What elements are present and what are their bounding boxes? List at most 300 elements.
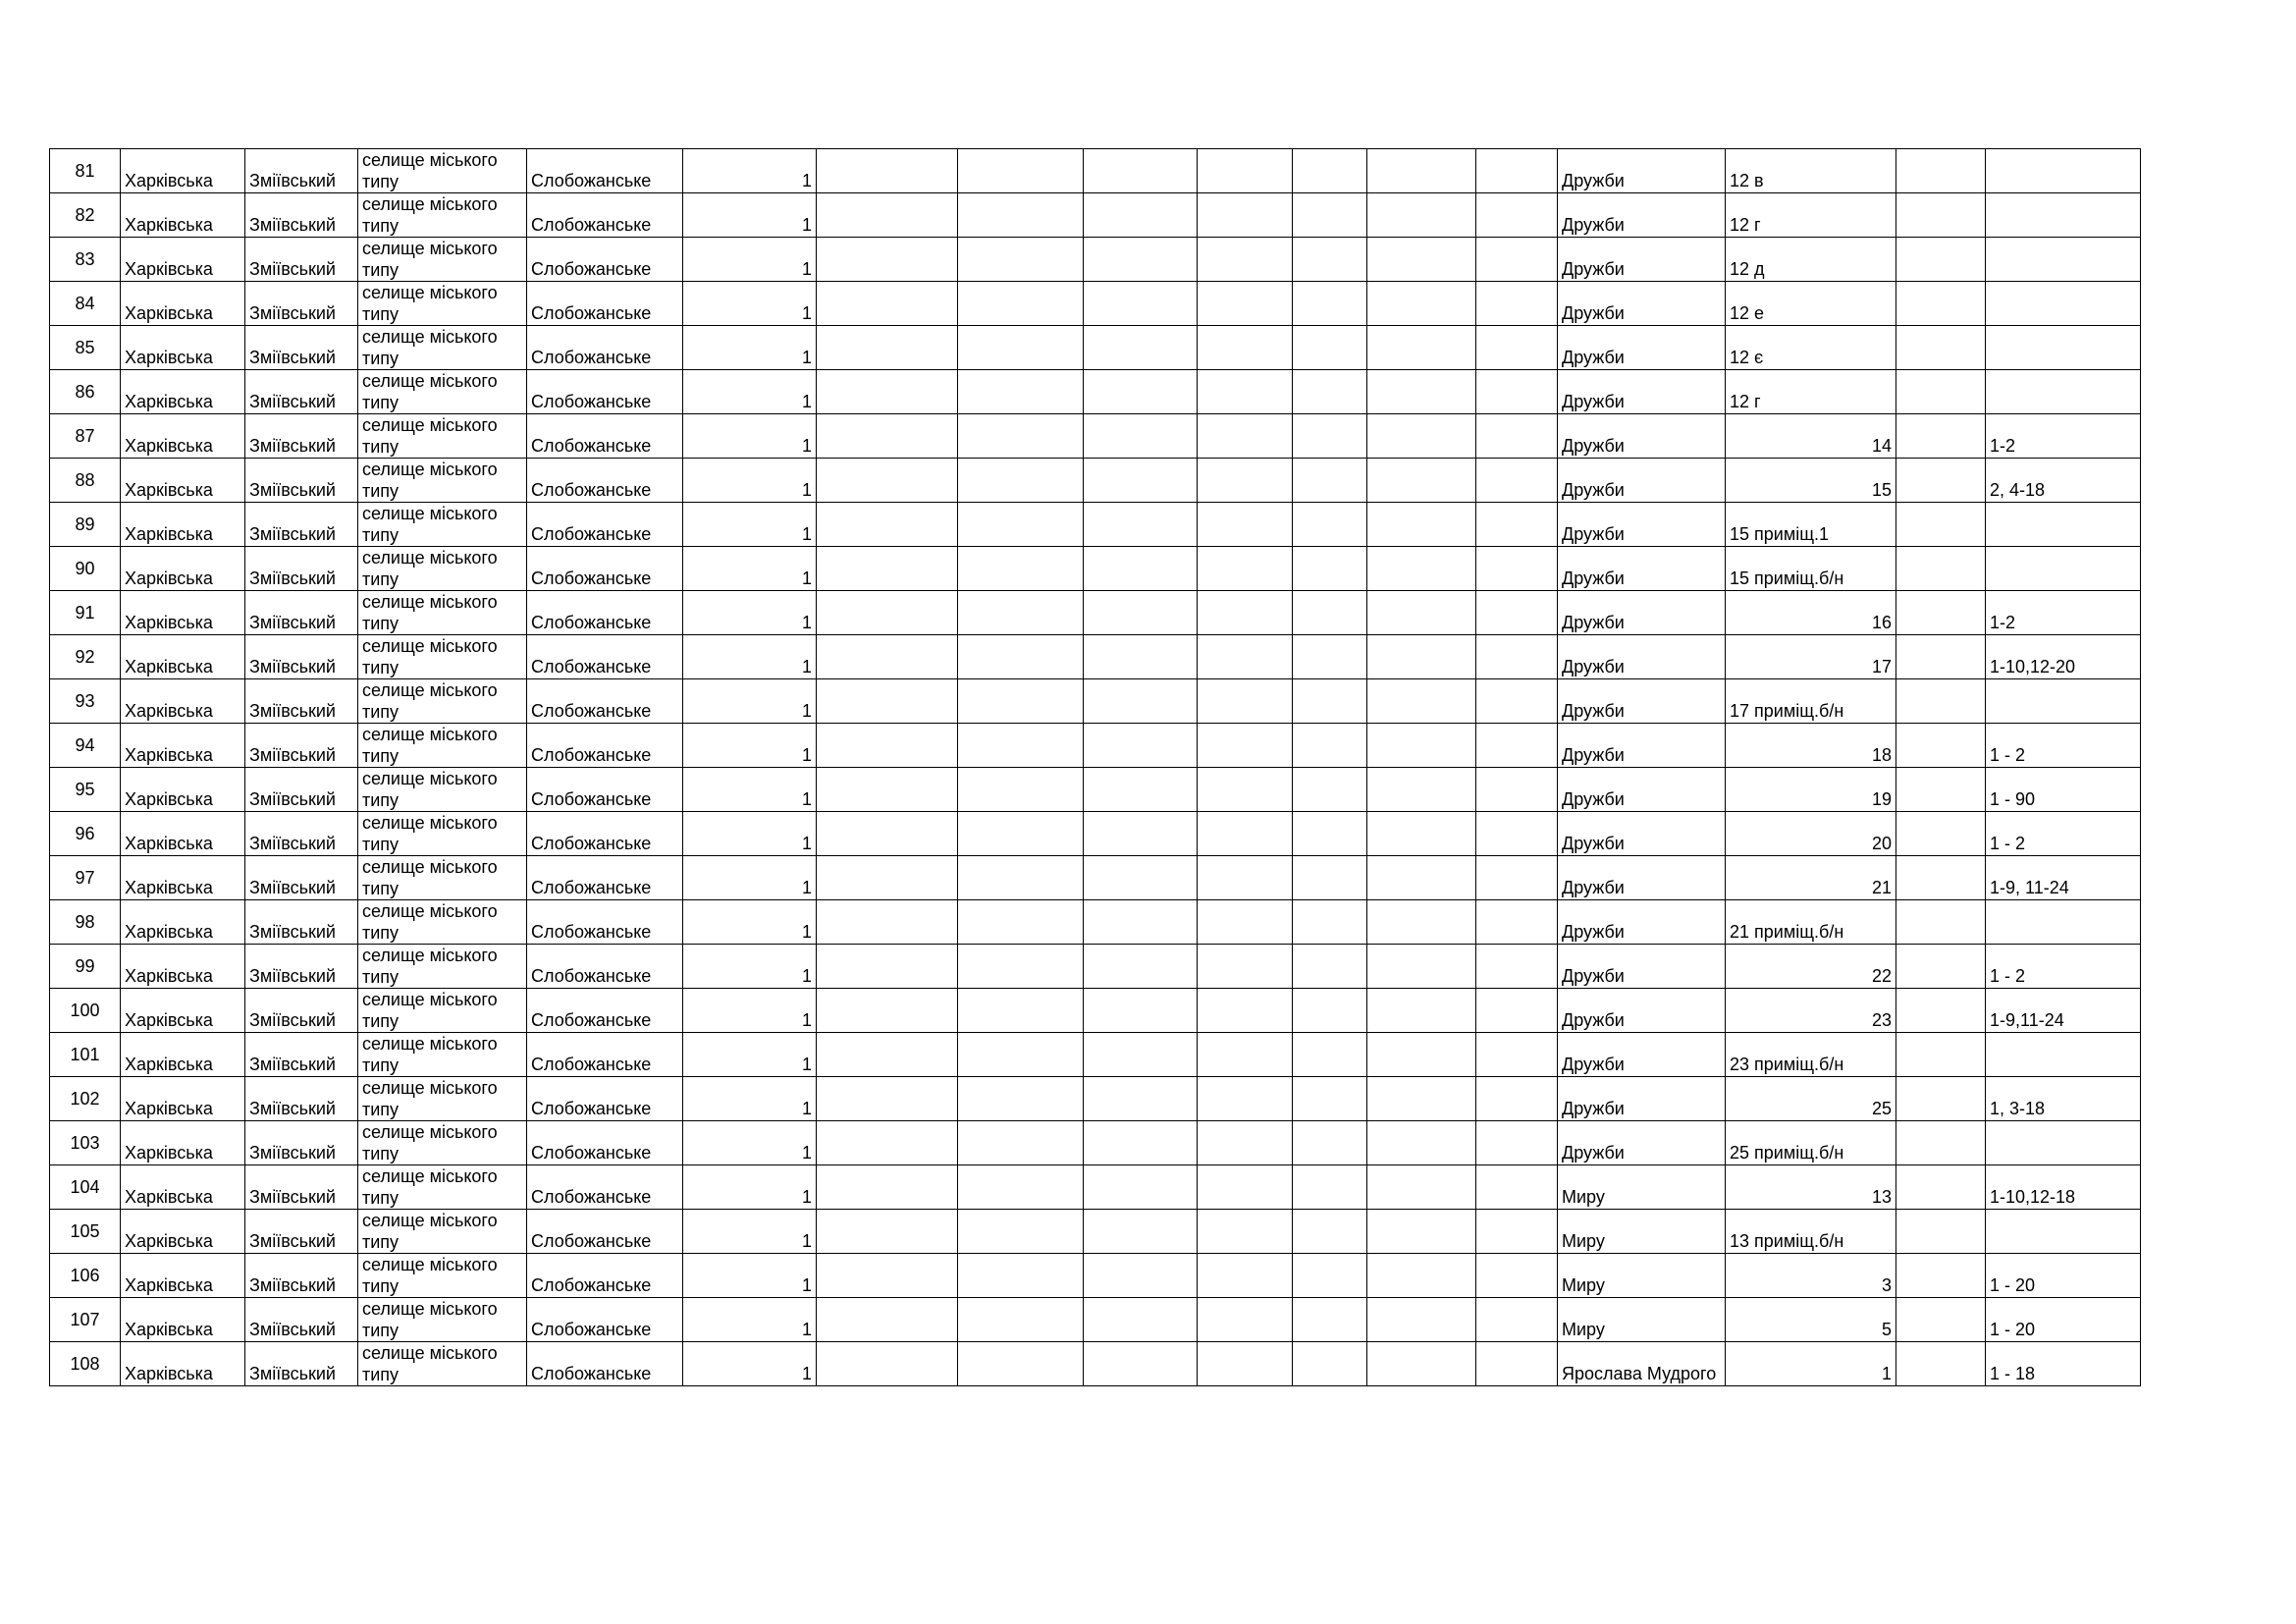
house-cell: 13 приміщ.б/н [1726,1210,1896,1254]
house-cell: 19 [1726,768,1896,812]
empty-cell [1896,679,1986,724]
oblast-cell: Харківська [121,238,245,282]
empty-cell [1198,1298,1293,1342]
settlement-type-cell: селище міського типу [358,503,527,547]
empty-cell [1476,282,1558,326]
raion-cell: Зміївський [245,459,358,503]
empty-cell [1476,149,1558,193]
empty-cell [817,989,958,1033]
settlement-type-cell: селище міського типу [358,812,527,856]
empty-cell [1293,768,1367,812]
empty-cell [1293,238,1367,282]
settlement-type-cell: селище міського типу [358,856,527,900]
empty-cell [1198,1121,1293,1165]
count-cell: 1 [683,989,817,1033]
oblast-cell: Харківська [121,1121,245,1165]
empty-cell [1084,282,1198,326]
empty-cell [958,1033,1084,1077]
empty-cell [1293,149,1367,193]
empty-cell [1896,326,1986,370]
table-row [50,193,2141,238]
empty-cell [1198,812,1293,856]
empty-cell [1367,635,1476,679]
empty-cell [958,459,1084,503]
raion-cell: Зміївський [245,503,358,547]
empty-cell [1198,1165,1293,1210]
street-cell: Ярослава Мудрого [1558,1342,1726,1386]
empty-cell [1084,1210,1198,1254]
settlement-type-cell: селище міського типу [358,1165,527,1210]
empty-cell [817,1210,958,1254]
row-number-cell: 108 [50,1342,121,1386]
oblast-cell: Харківська [121,1298,245,1342]
empty-cell [1476,724,1558,768]
empty-cell [958,414,1084,459]
empty-cell [1084,1033,1198,1077]
empty-cell [817,591,958,635]
oblast-cell: Харківська [121,1165,245,1210]
street-cell: Дружби [1558,193,1726,238]
empty-cell [1293,1210,1367,1254]
street-cell: Дружби [1558,679,1726,724]
empty-cell [1896,989,1986,1033]
oblast-cell: Харківська [121,679,245,724]
settlement-cell: Слобожанське [527,768,683,812]
table-row [50,1165,2141,1210]
raion-cell: Зміївський [245,149,358,193]
settlement-cell: Слобожанське [527,149,683,193]
empty-cell [958,193,1084,238]
row-number-cell: 101 [50,1033,121,1077]
house-cell: 15 приміщ.1 [1726,503,1896,547]
empty-cell [1084,1077,1198,1121]
empty-cell [958,1342,1084,1386]
street-cell: Дружби [1558,1033,1726,1077]
row-number-cell: 86 [50,370,121,414]
empty-cell [1476,679,1558,724]
count-cell: 1 [683,1298,817,1342]
settlement-cell: Слобожанське [527,193,683,238]
settlement-cell: Слобожанське [527,1033,683,1077]
raion-cell: Зміївський [245,945,358,989]
empty-cell [1084,1342,1198,1386]
empty-cell [1293,326,1367,370]
row-number-cell: 90 [50,547,121,591]
empty-cell [817,1298,958,1342]
settlement-type-cell: селище міського типу [358,1210,527,1254]
settlement-cell: Слобожанське [527,679,683,724]
empty-cell [958,900,1084,945]
empty-cell [1198,635,1293,679]
apartments-cell: 1 - 2 [1986,945,2141,989]
raion-cell: Зміївський [245,635,358,679]
empty-cell [1293,724,1367,768]
settlement-cell: Слобожанське [527,326,683,370]
empty-cell [817,1254,958,1298]
count-cell: 1 [683,282,817,326]
empty-cell [1084,989,1198,1033]
street-cell: Дружби [1558,149,1726,193]
settlement-type-cell: селище міського типу [358,635,527,679]
raion-cell: Зміївський [245,591,358,635]
empty-cell [1896,414,1986,459]
settlement-type-cell: селище міського типу [358,282,527,326]
empty-cell [1084,414,1198,459]
empty-cell [1198,945,1293,989]
settlement-type-cell: селище міського типу [358,989,527,1033]
table-row [50,326,2141,370]
empty-cell [1293,1077,1367,1121]
settlement-type-cell: селище міського типу [358,1121,527,1165]
empty-cell [1198,149,1293,193]
raion-cell: Зміївський [245,414,358,459]
apartments-cell: 1 - 20 [1986,1298,2141,1342]
table-row [50,547,2141,591]
empty-cell [817,503,958,547]
settlement-type-cell: селище міського типу [358,1254,527,1298]
house-cell: 20 [1726,812,1896,856]
row-number-cell: 106 [50,1254,121,1298]
count-cell: 1 [683,238,817,282]
empty-cell [1293,989,1367,1033]
house-cell: 12 г [1726,193,1896,238]
count-cell: 1 [683,591,817,635]
apartments-cell: 1-2 [1986,414,2141,459]
raion-cell: Зміївський [245,1033,358,1077]
table-row [50,1342,2141,1386]
empty-cell [958,547,1084,591]
empty-cell [1896,768,1986,812]
empty-cell [1896,149,1986,193]
empty-cell [1293,856,1367,900]
empty-cell [1476,945,1558,989]
house-cell: 13 [1726,1165,1896,1210]
empty-cell [1084,149,1198,193]
count-cell: 1 [683,900,817,945]
settlement-type-cell: селище міського типу [358,1342,527,1386]
apartments-cell [1986,900,2141,945]
empty-cell [817,238,958,282]
empty-cell [1476,238,1558,282]
house-cell: 25 приміщ.б/н [1726,1121,1896,1165]
apartments-cell: 1-10,12-20 [1986,635,2141,679]
settlement-type-cell: селище міського типу [358,414,527,459]
settlement-cell: Слобожанське [527,370,683,414]
street-cell: Дружби [1558,856,1726,900]
oblast-cell: Харківська [121,812,245,856]
house-cell: 16 [1726,591,1896,635]
oblast-cell: Харківська [121,503,245,547]
empty-cell [958,1210,1084,1254]
count-cell: 1 [683,812,817,856]
count-cell: 1 [683,414,817,459]
street-cell: Дружби [1558,591,1726,635]
count-cell: 1 [683,370,817,414]
empty-cell [1198,459,1293,503]
empty-cell [1198,193,1293,238]
empty-cell [1084,238,1198,282]
empty-cell [1896,1121,1986,1165]
count-cell: 1 [683,193,817,238]
empty-cell [1198,679,1293,724]
settlement-type-cell: селище міського типу [358,370,527,414]
empty-cell [1896,724,1986,768]
empty-cell [1476,1121,1558,1165]
empty-cell [1293,193,1367,238]
raion-cell: Зміївський [245,900,358,945]
apartments-cell [1986,149,2141,193]
apartments-cell: 1-9,11-24 [1986,989,2141,1033]
empty-cell [1293,1342,1367,1386]
empty-cell [1293,459,1367,503]
apartments-cell [1986,547,2141,591]
house-cell: 15 [1726,459,1896,503]
settlement-type-cell: селище міського типу [358,679,527,724]
settlement-type-cell: селище міського типу [358,547,527,591]
house-cell: 23 [1726,989,1896,1033]
empty-cell [1367,679,1476,724]
empty-cell [1896,1254,1986,1298]
empty-cell [1198,989,1293,1033]
empty-cell [1476,326,1558,370]
house-cell: 1 [1726,1342,1896,1386]
house-cell: 12 г [1726,370,1896,414]
settlement-type-cell: селище міського типу [358,945,527,989]
settlement-cell: Слобожанське [527,900,683,945]
raion-cell: Зміївський [245,1254,358,1298]
settlement-cell: Слобожанське [527,989,683,1033]
table-row [50,238,2141,282]
house-cell: 17 приміщ.б/н [1726,679,1896,724]
empty-cell [1367,238,1476,282]
empty-cell [1198,414,1293,459]
raion-cell: Зміївський [245,193,358,238]
empty-cell [1367,326,1476,370]
settlement-type-cell: селище міського типу [358,326,527,370]
count-cell: 1 [683,149,817,193]
empty-cell [1896,1342,1986,1386]
apartments-cell [1986,238,2141,282]
apartments-cell [1986,193,2141,238]
row-number-cell: 96 [50,812,121,856]
street-cell: Дружби [1558,635,1726,679]
count-cell: 1 [683,1077,817,1121]
empty-cell [1198,724,1293,768]
apartments-cell [1986,503,2141,547]
empty-cell [1367,1033,1476,1077]
count-cell: 1 [683,945,817,989]
row-number-cell: 81 [50,149,121,193]
empty-cell [1476,503,1558,547]
street-cell: Миру [1558,1254,1726,1298]
settlement-cell: Слобожанське [527,724,683,768]
empty-cell [1367,989,1476,1033]
settlement-cell: Слобожанське [527,459,683,503]
oblast-cell: Харківська [121,414,245,459]
raion-cell: Зміївський [245,856,358,900]
street-cell: Дружби [1558,812,1726,856]
raion-cell: Зміївський [245,1342,358,1386]
empty-cell [1367,1165,1476,1210]
table-row [50,1121,2141,1165]
street-cell: Дружби [1558,282,1726,326]
table-row [50,591,2141,635]
apartments-cell [1986,1121,2141,1165]
oblast-cell: Харківська [121,591,245,635]
house-cell: 15 приміщ.б/н [1726,547,1896,591]
table-row [50,370,2141,414]
empty-cell [958,768,1084,812]
empty-cell [1293,635,1367,679]
settlement-cell: Слобожанське [527,945,683,989]
table-row [50,1210,2141,1254]
settlement-cell: Слобожанське [527,1165,683,1210]
empty-cell [1476,812,1558,856]
count-cell: 1 [683,1254,817,1298]
apartments-cell: 2, 4-18 [1986,459,2141,503]
house-cell: 23 приміщ.б/н [1726,1033,1896,1077]
empty-cell [958,149,1084,193]
empty-cell [1896,945,1986,989]
oblast-cell: Харківська [121,900,245,945]
empty-cell [817,1033,958,1077]
street-cell: Дружби [1558,900,1726,945]
settlement-cell: Слобожанське [527,414,683,459]
row-number-cell: 88 [50,459,121,503]
raion-cell: Зміївський [245,282,358,326]
empty-cell [1476,1033,1558,1077]
empty-cell [958,945,1084,989]
count-cell: 1 [683,547,817,591]
settlement-type-cell: селище міського типу [358,193,527,238]
empty-cell [1367,856,1476,900]
house-cell: 12 в [1726,149,1896,193]
house-cell: 12 д [1726,238,1896,282]
count-cell: 1 [683,724,817,768]
oblast-cell: Харківська [121,1210,245,1254]
row-number-cell: 93 [50,679,121,724]
settlement-cell: Слобожанське [527,1210,683,1254]
oblast-cell: Харківська [121,326,245,370]
raion-cell: Зміївський [245,238,358,282]
empty-cell [817,1077,958,1121]
empty-cell [1476,193,1558,238]
table-row [50,768,2141,812]
empty-cell [1896,547,1986,591]
street-cell: Дружби [1558,238,1726,282]
raion-cell: Зміївський [245,1298,358,1342]
empty-cell [1084,768,1198,812]
street-cell: Дружби [1558,945,1726,989]
apartments-cell [1986,326,2141,370]
empty-cell [1293,1033,1367,1077]
empty-cell [1367,1298,1476,1342]
oblast-cell: Харківська [121,282,245,326]
empty-cell [1198,503,1293,547]
address-table [49,148,2141,1386]
empty-cell [1084,856,1198,900]
oblast-cell: Харківська [121,370,245,414]
street-cell: Дружби [1558,989,1726,1033]
count-cell: 1 [683,1342,817,1386]
empty-cell [1896,193,1986,238]
empty-cell [817,1342,958,1386]
empty-cell [1476,591,1558,635]
street-cell: Миру [1558,1298,1726,1342]
empty-cell [958,1298,1084,1342]
empty-cell [958,1165,1084,1210]
table-row [50,945,2141,989]
raion-cell: Зміївський [245,326,358,370]
oblast-cell: Харківська [121,768,245,812]
empty-cell [958,503,1084,547]
apartments-cell: 1-9, 11-24 [1986,856,2141,900]
house-cell: 3 [1726,1254,1896,1298]
raion-cell: Зміївський [245,370,358,414]
row-number-cell: 91 [50,591,121,635]
empty-cell [958,1077,1084,1121]
empty-cell [817,326,958,370]
empty-cell [817,149,958,193]
settlement-type-cell: селище міського типу [358,900,527,945]
settlement-type-cell: селище міського типу [358,459,527,503]
empty-cell [1293,282,1367,326]
empty-cell [1293,1254,1367,1298]
empty-cell [1084,1165,1198,1210]
empty-cell [958,591,1084,635]
empty-cell [958,326,1084,370]
empty-cell [1198,326,1293,370]
raion-cell: Зміївський [245,1077,358,1121]
empty-cell [958,856,1084,900]
apartments-cell [1986,1033,2141,1077]
settlement-type-cell: селище міського типу [358,724,527,768]
settlement-cell: Слобожанське [527,812,683,856]
oblast-cell: Харківська [121,459,245,503]
table-row [50,679,2141,724]
empty-cell [1084,812,1198,856]
settlement-type-cell: селище міського типу [358,1033,527,1077]
apartments-cell [1986,282,2141,326]
oblast-cell: Харківська [121,945,245,989]
settlement-cell: Слобожанське [527,856,683,900]
house-cell: 14 [1726,414,1896,459]
empty-cell [1084,900,1198,945]
empty-cell [958,282,1084,326]
row-number-cell: 104 [50,1165,121,1210]
raion-cell: Зміївський [245,547,358,591]
empty-cell [1367,370,1476,414]
row-number-cell: 105 [50,1210,121,1254]
house-cell: 21 приміщ.б/н [1726,900,1896,945]
apartments-cell: 1 - 2 [1986,724,2141,768]
table-row [50,635,2141,679]
settlement-cell: Слобожанське [527,282,683,326]
house-cell: 21 [1726,856,1896,900]
empty-cell [958,1254,1084,1298]
empty-cell [1084,945,1198,989]
empty-cell [1476,989,1558,1033]
empty-cell [1367,503,1476,547]
row-number-cell: 103 [50,1121,121,1165]
empty-cell [1476,547,1558,591]
empty-cell [1293,503,1367,547]
apartments-cell [1986,370,2141,414]
empty-cell [1367,900,1476,945]
empty-cell [1367,945,1476,989]
table-row [50,724,2141,768]
street-cell: Дружби [1558,1077,1726,1121]
